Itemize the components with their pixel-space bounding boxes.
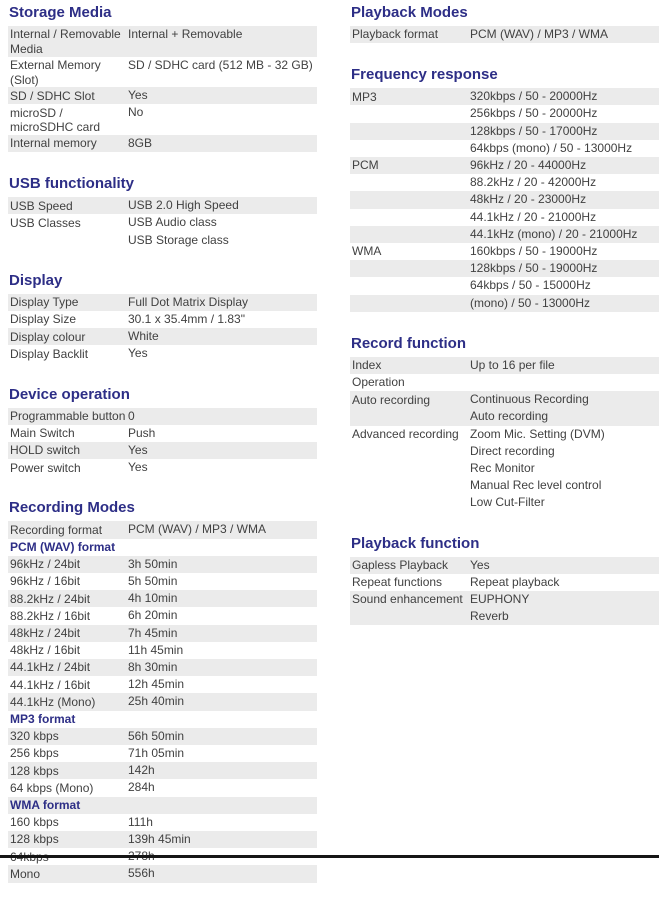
spec-row xyxy=(350,260,659,277)
spec-value xyxy=(468,123,659,140)
spec-value xyxy=(468,277,659,294)
spec-table xyxy=(350,357,659,512)
spec-value xyxy=(126,87,317,104)
spec-label: Programmable button xyxy=(10,408,126,423)
spec-value-line: 44.1kHz / 20 - 21000Hz xyxy=(470,209,597,224)
spec-value-line: 284h xyxy=(128,780,155,795)
spec-table xyxy=(350,557,659,626)
column-right xyxy=(350,4,659,906)
spec-table xyxy=(8,197,317,249)
spec-value-line: 56h 50min xyxy=(128,728,185,743)
spec-value xyxy=(468,574,659,591)
spec-value-line: 71h 05min xyxy=(128,746,185,761)
spec-row xyxy=(8,104,317,135)
spec-row xyxy=(8,135,317,152)
spec-value-line: Yes xyxy=(470,557,490,572)
spec-row xyxy=(8,625,317,642)
spec-table xyxy=(350,88,659,312)
spec-label xyxy=(350,140,468,141)
spec-value-line: 142h xyxy=(128,763,155,778)
spec-subhead-row xyxy=(8,797,317,814)
spec-value-line: (mono) / 50 - 13000Hz xyxy=(470,295,591,310)
spec-value xyxy=(126,425,317,442)
spec-value xyxy=(468,105,659,122)
spec-row xyxy=(350,295,659,312)
spec-row xyxy=(350,226,659,243)
spec-value-line: Low Cut-Filter xyxy=(470,495,545,510)
section-title: Playback Modes xyxy=(351,4,468,21)
spec-value xyxy=(126,831,317,848)
spec-value-line: 6h 20min xyxy=(128,608,178,623)
spec-row xyxy=(350,174,659,191)
spec-section xyxy=(8,386,317,477)
spec-value-line: PCM (WAV) / MP3 / WMA xyxy=(470,27,608,41)
spec-label: 96kHz / 24bit xyxy=(10,557,81,572)
spec-subhead-row xyxy=(8,711,317,728)
spec-subheading: MP3 format xyxy=(10,711,76,726)
spec-subhead-row xyxy=(8,539,317,556)
spec-value xyxy=(126,459,317,476)
spec-label xyxy=(350,295,468,296)
spec-row xyxy=(8,607,317,624)
spec-value xyxy=(468,140,659,157)
spec-row xyxy=(8,311,317,328)
spec-label: Repeat functions xyxy=(352,575,443,590)
spec-row xyxy=(8,779,317,796)
section-title: Display xyxy=(9,271,63,289)
spec-value-line: Full Dot Matrix Display xyxy=(128,294,249,309)
spec-row xyxy=(8,556,317,573)
spec-value-line: 64kbps / 50 - 15000Hz xyxy=(470,278,591,293)
spec-label: WMA xyxy=(352,244,382,259)
spec-row xyxy=(350,243,659,260)
section-title: Record function xyxy=(351,334,466,352)
spec-label: 320 kbps xyxy=(10,729,59,744)
spec-row xyxy=(8,197,317,214)
spec-value xyxy=(468,557,659,574)
spec-label xyxy=(350,123,468,124)
spec-table xyxy=(8,26,317,152)
spec-row xyxy=(8,676,317,693)
spec-label: 128 kbps xyxy=(10,763,59,778)
spec-value-line: 64kbps (mono) / 50 - 13000Hz xyxy=(470,140,633,155)
spec-value xyxy=(126,328,317,345)
spec-row xyxy=(8,642,317,659)
spec-label: Main Switch xyxy=(10,426,75,441)
spec-value xyxy=(126,345,317,362)
spec-label xyxy=(350,105,468,106)
spec-label xyxy=(350,277,468,278)
spec-row xyxy=(8,328,317,345)
spec-label: 48kHz / 24bit xyxy=(10,625,81,640)
spec-row xyxy=(350,557,659,574)
spec-value-line: 88.2kHz / 20 - 42000Hz xyxy=(470,175,597,190)
spec-row xyxy=(350,374,659,391)
spec-row xyxy=(8,728,317,745)
spec-value-line: 128kbps / 50 - 19000Hz xyxy=(470,261,598,276)
spec-subheading: PCM (WAV) format xyxy=(10,539,116,554)
spec-label: Playback format xyxy=(352,27,439,42)
spec-value xyxy=(468,243,659,260)
spec-row xyxy=(350,140,659,157)
spec-value xyxy=(126,693,317,710)
spec-label: USB Classes xyxy=(10,215,81,230)
spec-label: Display Backlit xyxy=(10,346,89,361)
spec-row xyxy=(8,425,317,442)
spec-row xyxy=(8,865,317,882)
spec-value xyxy=(126,642,317,659)
spec-row xyxy=(8,26,317,57)
spec-table xyxy=(8,408,317,477)
spec-value-line: 111h xyxy=(128,814,153,829)
spec-row xyxy=(350,277,659,294)
spec-label: External Memory (Slot) xyxy=(10,57,101,87)
spec-value-line: Internal + Removable xyxy=(128,27,243,41)
spec-value xyxy=(126,57,317,74)
spec-value-line: EUPHONY xyxy=(470,592,530,607)
spec-value xyxy=(126,556,317,573)
spec-row xyxy=(8,573,317,590)
spec-label: Advanced recording xyxy=(352,427,459,442)
spec-row xyxy=(350,105,659,122)
spec-value-line: 30.1 x 35.4mm / 1.83" xyxy=(128,311,245,326)
spec-value-line: Direct recording xyxy=(470,443,555,458)
section-title: USB functionality xyxy=(9,175,135,193)
spec-row xyxy=(8,214,317,248)
spec-label xyxy=(350,209,468,210)
section-title: Storage Media xyxy=(9,4,112,21)
spec-value-line: Zoom Mic. Setting (DVM) xyxy=(470,426,605,441)
spec-value-line: 96kHz / 20 - 44000Hz xyxy=(470,158,587,173)
spec-value-line: 128kbps / 50 - 17000Hz xyxy=(470,123,598,138)
spec-label: 44.1kHz (Mono) xyxy=(10,694,96,709)
spec-value xyxy=(468,357,659,374)
spec-value-line: 8GB xyxy=(128,135,153,150)
spec-label xyxy=(350,260,468,261)
spec-row xyxy=(350,209,659,226)
spec-section xyxy=(8,272,317,363)
spec-value xyxy=(126,26,317,43)
spec-value-line: Repeat playback xyxy=(470,574,560,589)
spec-row xyxy=(8,408,317,425)
spec-value-line: Auto recording xyxy=(470,409,549,424)
spec-label: 128 kbps xyxy=(10,832,59,847)
spec-subheading: WMA format xyxy=(10,797,81,812)
spec-value xyxy=(126,625,317,642)
spec-label: Power switch xyxy=(10,460,81,475)
spec-row xyxy=(8,459,317,476)
spec-value-line: Yes xyxy=(128,460,148,475)
spec-value xyxy=(126,590,317,607)
spec-value xyxy=(126,762,317,779)
spec-value xyxy=(126,814,317,831)
spec-value-line: 8h 30min xyxy=(128,660,178,674)
spec-row xyxy=(350,88,659,105)
spec-value xyxy=(126,311,317,328)
spec-value-line: 25h 40min xyxy=(128,694,185,709)
spec-value xyxy=(468,591,659,625)
spec-row xyxy=(8,294,317,311)
section-title: Frequency response xyxy=(351,66,498,84)
spec-value xyxy=(126,676,317,693)
spec-label xyxy=(350,191,468,192)
spec-value-line: 4h 10min xyxy=(128,591,178,606)
spec-table xyxy=(8,294,317,363)
spec-row xyxy=(8,831,317,848)
spec-label: 48kHz / 16bit xyxy=(10,643,81,658)
spec-value-line: 0 xyxy=(128,408,135,423)
spec-value-line: PCM (WAV) / MP3 / WMA xyxy=(128,522,266,537)
spec-value-line: Manual Rec level control xyxy=(470,478,602,493)
spec-value xyxy=(126,294,317,311)
section-title: Device operation xyxy=(9,385,130,403)
spec-value-line: 3h 50min xyxy=(128,556,178,571)
spec-value xyxy=(126,197,317,214)
spec-section xyxy=(350,535,659,626)
spec-label: Display Size xyxy=(10,312,77,327)
spec-value xyxy=(126,779,317,796)
spec-label: Auto recording xyxy=(352,392,431,407)
spec-value xyxy=(468,26,659,43)
spec-value xyxy=(468,295,659,312)
section-title: Recording Modes xyxy=(9,499,135,517)
spec-value-line: Yes xyxy=(128,442,148,457)
spec-value xyxy=(126,521,317,538)
spec-value xyxy=(468,226,659,243)
spec-label: microSD / microSDHC card xyxy=(10,105,101,135)
spec-value xyxy=(468,191,659,208)
spec-label: SD / SDHC Slot xyxy=(10,88,95,103)
spec-value-line: 556h xyxy=(128,866,155,881)
spec-value-line: Continuous Recording xyxy=(470,392,589,407)
spec-value xyxy=(126,104,317,121)
spec-value-line: 7h 45min xyxy=(128,625,178,640)
spec-label: Internal / Removable Media xyxy=(10,27,121,56)
spec-label: Index xyxy=(352,358,382,373)
spec-label: 160 kbps xyxy=(10,815,59,830)
spec-label: 44.1kHz / 24bit xyxy=(10,660,91,675)
spec-label: 88.2kHz / 16bit xyxy=(10,608,91,623)
spec-label: Internal memory xyxy=(10,136,97,151)
spec-value xyxy=(126,408,317,425)
spec-value-line: USB 2.0 High Speed xyxy=(128,198,239,213)
spec-value-line: Reverb xyxy=(470,609,509,624)
spec-value-line: Rec Monitor xyxy=(470,461,535,476)
spec-value-line: Push xyxy=(128,425,156,440)
spec-value-line: 320kbps / 50 - 20000Hz xyxy=(470,89,598,104)
spec-value xyxy=(126,214,317,248)
spec-section xyxy=(8,175,317,249)
spec-value xyxy=(126,573,317,590)
spec-value xyxy=(468,260,659,277)
spec-value xyxy=(468,157,659,174)
spec-value-line: White xyxy=(128,329,159,344)
spec-row xyxy=(8,762,317,779)
spec-row xyxy=(8,442,317,459)
spec-value-line: 48kHz / 20 - 23000Hz xyxy=(470,192,587,207)
spec-value-line: 11h 45min xyxy=(128,642,184,657)
spec-label: Sound enhancement xyxy=(352,592,463,607)
spec-value-line: Up to 16 per file xyxy=(470,357,555,372)
spec-row xyxy=(350,26,659,43)
spec-value xyxy=(468,174,659,191)
spec-value xyxy=(468,209,659,226)
spec-value xyxy=(468,88,659,105)
spec-value-line: USB Storage class xyxy=(128,232,229,247)
spec-section xyxy=(8,4,317,152)
spec-label: Operation xyxy=(352,375,405,390)
spec-value xyxy=(126,745,317,762)
spec-value-line: 5h 50min xyxy=(128,573,178,588)
spec-value-line: SD / SDHC card (512 MB - 32 GB) xyxy=(128,57,313,72)
spec-label: 256 kbps xyxy=(10,746,59,761)
spec-section xyxy=(350,4,659,43)
spec-value xyxy=(126,135,317,152)
spec-value-line: Yes xyxy=(128,346,148,361)
spec-label: Gapless Playback xyxy=(352,558,449,573)
spec-label: PCM xyxy=(352,158,379,173)
spec-label: USB Speed xyxy=(10,198,73,213)
spec-value xyxy=(126,728,317,745)
spec-value xyxy=(126,607,317,624)
spec-value xyxy=(468,374,659,391)
spec-row xyxy=(8,745,317,762)
spec-row xyxy=(8,659,317,676)
spec-row xyxy=(350,391,659,425)
spec-label: 96kHz / 16bit xyxy=(10,574,81,589)
spec-value xyxy=(468,426,659,512)
spec-table xyxy=(8,521,317,882)
spec-label: Display colour xyxy=(10,329,86,344)
spec-row xyxy=(350,357,659,374)
spec-row xyxy=(8,345,317,362)
spec-value xyxy=(126,442,317,459)
spec-row xyxy=(350,157,659,174)
spec-row xyxy=(350,426,659,512)
column-left xyxy=(8,4,317,906)
spec-label: MP3 xyxy=(352,89,377,104)
spec-row xyxy=(350,191,659,208)
spec-row xyxy=(8,521,317,538)
spec-label xyxy=(350,174,468,175)
spec-value-line: No xyxy=(128,105,144,120)
spec-value xyxy=(126,659,317,676)
spec-row xyxy=(8,693,317,710)
spec-label: Recording format xyxy=(10,522,103,537)
spec-section xyxy=(350,335,659,512)
spec-label: Display Type xyxy=(10,295,79,310)
spec-value-line: 160kbps / 50 - 19000Hz xyxy=(470,244,598,259)
spec-label: 64 kbps (Mono) xyxy=(10,780,94,795)
section-title: Playback function xyxy=(351,534,480,552)
spec-table xyxy=(350,26,659,43)
spec-row xyxy=(8,590,317,607)
spec-section xyxy=(350,66,659,312)
spec-row xyxy=(8,814,317,831)
spec-value xyxy=(468,391,659,425)
spec-label: 44.1kHz / 16bit xyxy=(10,677,91,692)
spec-value-line: 12h 45min xyxy=(128,677,185,692)
spec-value-line: Yes xyxy=(128,88,148,103)
spec-row xyxy=(8,87,317,104)
spec-value-line: 44.1kHz (mono) / 20 - 21000Hz xyxy=(470,226,638,241)
spec-value-line: USB Audio class xyxy=(128,215,217,230)
spec-row xyxy=(350,574,659,591)
spec-row xyxy=(8,57,317,88)
spec-value-line: 139h 45min xyxy=(128,832,191,847)
spec-section xyxy=(8,499,317,882)
spec-value xyxy=(126,865,317,882)
spec-label: 88.2kHz / 24bit xyxy=(10,591,91,606)
spec-label: Mono xyxy=(10,866,41,881)
spec-row xyxy=(350,591,659,625)
spec-value-line xyxy=(470,374,659,391)
spec-value-line: 256kbps / 50 - 20000Hz xyxy=(470,106,598,121)
spec-label: HOLD switch xyxy=(10,443,81,458)
spec-label xyxy=(350,226,468,227)
spec-row xyxy=(350,123,659,140)
